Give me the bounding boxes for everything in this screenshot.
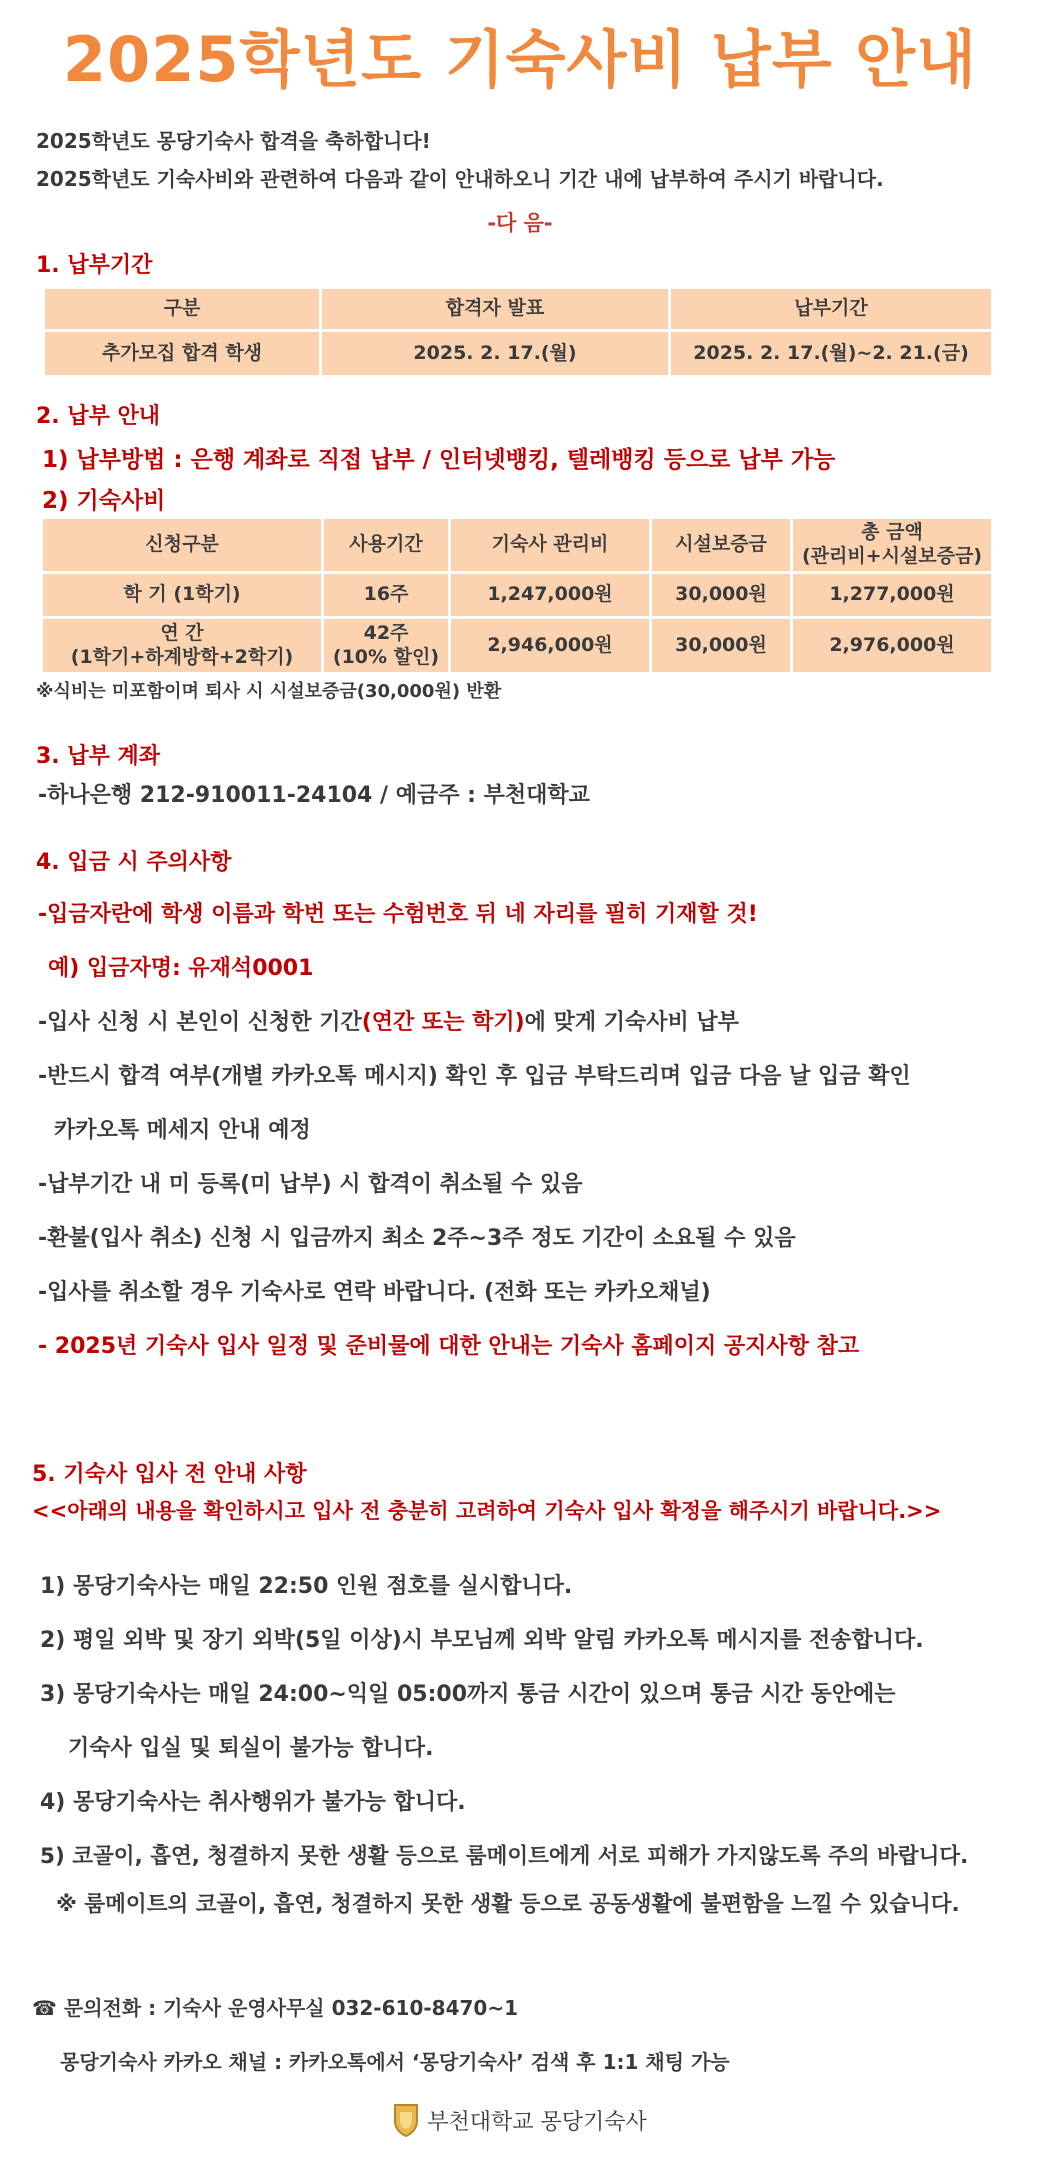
table-cell: 30,000원	[651, 618, 792, 674]
contact-kakao: 몽당기숙사 카카오 채널 : 카카오톡에서 ‘몽당기숙사’ 검색 후 1:1 채팅 가능	[60, 2050, 730, 2074]
header-cell: 시설보증금	[651, 518, 792, 573]
footer	[0, 2103, 1040, 2143]
notice-item-homepage: - 2025년 기숙사 입사 일정 및 준비물에 대한 안내는 기숙사 홈페이지 공지사항 참고	[38, 1334, 860, 1359]
rule-note: ※ 룸메이트의 코골이, 흡연, 청결하지 못한 생활 등으로 공동생활에 불편함을 느낄 수 있습니다.	[56, 1892, 960, 1917]
rule-item: 2) 평일 외박 및 장기 외박(5일 이상)시 부모님께 외박 알림 카카오톡 메시지를 전송합니다.	[40, 1628, 924, 1653]
section-2-heading: 2. 납부 안내	[36, 404, 160, 429]
university-emblem-icon	[393, 2103, 419, 2143]
header-cell: 기숙사 관리비	[450, 518, 651, 573]
header-total-detail: (관리비+시설보증금)	[801, 545, 983, 567]
type-detail: (1학기+하계방학+2학기)	[70, 645, 294, 668]
deposit-name-example: 예) 입금자명: 유재석0001	[48, 956, 314, 981]
header-cell: 납부기간	[670, 288, 993, 331]
table-cell: 2025. 2. 17.(월)	[321, 331, 670, 377]
rule-item: 3) 몽당기숙사는 매일 24:00~익일 05:00까지 통금 시간이 있으며 통금 시간 동안에는	[40, 1682, 896, 1707]
table-cell: 2,946,000원	[450, 618, 651, 674]
fee-note: ※식비는 미포함이며 퇴사 시 시설보증금(30,000원) 반환	[36, 681, 502, 702]
table-cell: 추가모집 합격 학생	[44, 331, 321, 377]
contact-phone: ☎ 문의전화 : 기숙사 운영사무실 032-610-8470~1	[32, 1996, 518, 2020]
period-detail: (10% 할인)	[332, 645, 440, 668]
notice-item-period	[38, 1005, 739, 1036]
notice-text: -입사 신청 시 본인이 신청한 기간	[38, 1010, 362, 1035]
intro-guide: 2025학년도 기숙사비와 관련하여 다음과 같이 안내하오니 기간 내에 납부하여 주시기 바랍니다.	[36, 167, 884, 191]
payment-method: 1) 납부방법 : 은행 계좌로 직접 납부 / 인터넷뱅킹, 텔레뱅킹 등으로 납부 가능	[42, 447, 836, 473]
table-cell: 16주	[323, 573, 450, 618]
rule-item: 5) 코골이, 흡연, 청결하지 못한 생활 등으로 룸메이트에게 서로 피해가 가지않도록 주의 바랍니다.	[40, 1844, 969, 1869]
fee-heading: 2) 기숙사비	[42, 488, 166, 514]
table-cell: 30,000원	[651, 573, 792, 618]
table-row	[42, 573, 993, 618]
table-header-row	[42, 518, 993, 573]
notice-item-confirm-cont: 카카오톡 메세지 안내 예정	[54, 1118, 311, 1143]
table-cell: 1,277,000원	[792, 573, 993, 618]
deposit-name-warning: -입금자란에 학생 이름과 학번 또는 수험번호 뒤 네 자리를 필히 기재할 것!	[38, 902, 758, 927]
page-title: 2025학년도 기숙사비 납부 안내	[62, 23, 978, 96]
header-cell: 신청구분	[42, 518, 323, 573]
section-4-heading: 4. 입금 시 주의사항	[36, 850, 232, 875]
header-cell: 사용기간	[323, 518, 450, 573]
rule-item-cont: 기숙사 입실 및 퇴실이 불가능 합니다.	[68, 1736, 434, 1761]
notice-text: 에 맞게 기숙사비 납부	[524, 1010, 739, 1035]
account-info: -하나은행 212-910011-24104 / 예금주 : 부천대학교	[38, 783, 590, 808]
dorm-fee-table	[40, 516, 994, 675]
da-eum-heading: -다 음-	[487, 211, 553, 235]
section-3-heading: 3. 납부 계좌	[36, 744, 160, 769]
type-label: 연 간	[160, 621, 204, 644]
table-header-row	[44, 288, 993, 331]
table-cell	[323, 618, 450, 674]
intro-congrats: 2025학년도 몽당기숙사 합격을 축하합니다!	[36, 129, 431, 153]
table-cell: 2,976,000원	[792, 618, 993, 674]
notice-item-cancel: -납부기간 내 미 등록(미 납부) 시 합격이 취소될 수 있음	[38, 1172, 583, 1197]
table-row	[44, 331, 993, 377]
table-cell: 학 기 (1학기)	[42, 573, 323, 618]
notice-highlight: (연간 또는 학기)	[361, 1010, 525, 1035]
header-cell: 합격자 발표	[321, 288, 670, 331]
section-5-subheading: <<아래의 내용을 확인하시고 입사 전 충분히 고려하여 기숙사 입사 확정을 해주시기 바랍니다.>>	[32, 1499, 942, 1523]
footer-name: 부천대학교 몽당기숙사	[427, 2110, 647, 2135]
section-1-heading: 1. 납부기간	[36, 253, 153, 278]
notice-item-refund: -환불(입사 취소) 신청 시 입금까지 최소 2주~3주 정도 기간이 소요될 수 있음	[38, 1226, 796, 1251]
notice-item-confirm: -반드시 합격 여부(개별 카카오톡 메시지) 확인 후 입금 부탁드리며 입금 다음 날 입금 확인	[38, 1064, 911, 1089]
payment-period-table	[42, 286, 994, 378]
rule-item: 1) 몽당기숙사는 매일 22:50 인원 점호를 실시합니다.	[40, 1574, 573, 1599]
table-cell: 2025. 2. 17.(월)~2. 21.(금)	[670, 331, 993, 377]
table-cell	[42, 618, 323, 674]
header-total-label: 총 금액	[861, 521, 923, 544]
header-cell-total	[792, 518, 993, 573]
notice-item-contact: -입사를 취소할 경우 기숙사로 연락 바랍니다. (전화 또는 카카오채널)	[38, 1280, 711, 1305]
rule-item: 4) 몽당기숙사는 취사행위가 불가능 합니다.	[40, 1790, 466, 1815]
period-label: 42주	[363, 621, 409, 644]
table-cell: 1,247,000원	[450, 573, 651, 618]
section-5-heading: 5. 기숙사 입사 전 안내 사항	[32, 1462, 307, 1487]
table-row	[42, 618, 993, 674]
header-cell: 구분	[44, 288, 321, 331]
